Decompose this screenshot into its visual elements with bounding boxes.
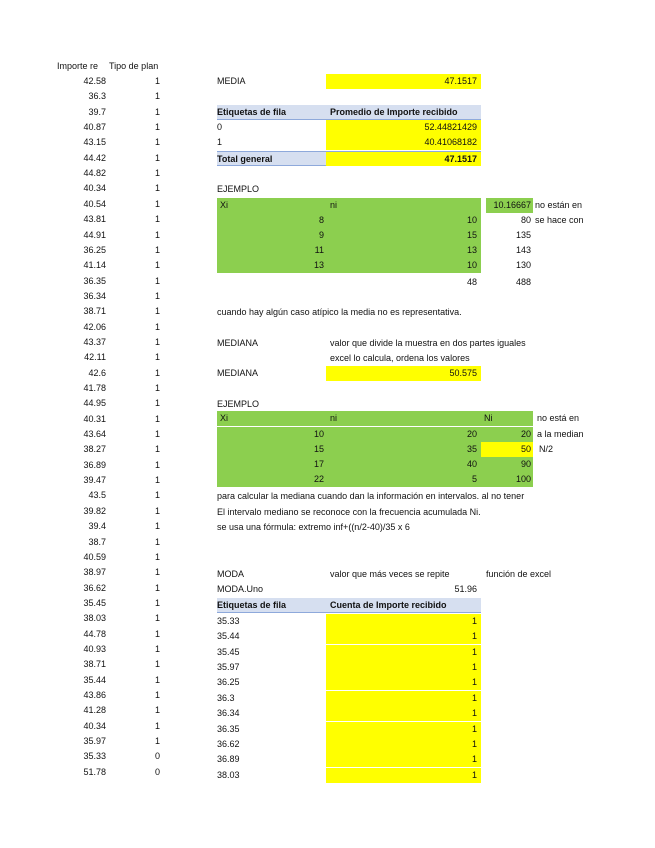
col-b-cell[interactable]: 1 bbox=[155, 490, 161, 501]
col-a-cell[interactable]: 39.82 bbox=[83, 505, 106, 516]
col-b-header[interactable]: Tipo de plan bbox=[109, 61, 159, 71]
media-value[interactable]: 47.1517 bbox=[326, 74, 481, 89]
col-a-cell[interactable]: 43.5 bbox=[88, 490, 106, 501]
col-a-cell[interactable]: 35.97 bbox=[83, 736, 106, 746]
ejemplo2-text2[interactable]: El intervalo mediano se reconoce con la frecuencia acumulada Ni. bbox=[217, 507, 481, 517]
col-b-cell[interactable]: 1 bbox=[155, 521, 161, 532]
col-a-cell[interactable]: 36.25 bbox=[83, 244, 106, 255]
col-b-cell[interactable]: 1 bbox=[155, 628, 161, 639]
ejemplo2-Ni[interactable]: 90 bbox=[481, 457, 533, 472]
pivot2-value-header[interactable]: Cuenta de Importe recibido bbox=[326, 598, 481, 613]
ejemplo1-prod[interactable]: 135 bbox=[515, 230, 531, 240]
col-b-cell[interactable]: 1 bbox=[155, 659, 161, 670]
ejemplo2-xi-header[interactable]: Xi bbox=[217, 411, 326, 426]
col-a-cell[interactable]: 38.03 bbox=[83, 613, 106, 624]
col-a-cell[interactable]: 41.14 bbox=[83, 260, 106, 271]
col-b-cell[interactable]: 1 bbox=[155, 260, 161, 271]
col-a-cell[interactable]: 39.47 bbox=[83, 475, 106, 486]
col-b-cell[interactable]: 1 bbox=[155, 91, 161, 102]
col-b-cell[interactable]: 1 bbox=[155, 736, 161, 746]
pivot1-row-header[interactable]: Etiquetas de fila bbox=[217, 105, 326, 120]
col-a-cell[interactable]: 38.71 bbox=[83, 659, 106, 670]
col-a-cell[interactable]: 35.33 bbox=[83, 751, 106, 762]
pivot2-row-label[interactable]: 36.25 bbox=[217, 677, 240, 688]
pivot2-row-value[interactable]: 1 bbox=[326, 629, 481, 644]
col-a-cell[interactable]: 43.81 bbox=[83, 214, 106, 225]
col-b-cell[interactable]: 1 bbox=[155, 643, 161, 654]
col-a-cell[interactable]: 40.34 bbox=[83, 183, 106, 194]
col-a-cell[interactable]: 42.11 bbox=[84, 352, 106, 363]
col-a-cell[interactable]: 44.78 bbox=[83, 628, 106, 639]
pivot1-row-value[interactable]: 52.44821429 bbox=[326, 120, 481, 135]
media-label[interactable]: MEDIA bbox=[217, 76, 246, 86]
col-b-cell[interactable]: 1 bbox=[155, 183, 161, 194]
pivot2-row-label[interactable]: 36.3 bbox=[217, 692, 235, 703]
ejemplo2-ni[interactable]: 20 bbox=[326, 427, 481, 442]
col-a-cell[interactable]: 36.3 bbox=[88, 91, 106, 102]
ejemplo1-xi[interactable]: 13 bbox=[217, 258, 326, 273]
ejemplo1-xi-header[interactable]: Xi bbox=[217, 198, 326, 213]
ejemplo2-Ni[interactable]: 50 bbox=[481, 442, 533, 457]
col-a-cell[interactable]: 42.06 bbox=[83, 321, 106, 332]
pivot2-row-label[interactable]: 35.33 bbox=[217, 616, 240, 626]
moda-desc2[interactable]: función de excel bbox=[486, 569, 552, 579]
pivot1-value-header[interactable]: Promedio de Importe recibido bbox=[326, 105, 481, 120]
col-a-cell[interactable]: 40.93 bbox=[83, 643, 106, 654]
ejemplo2-ni[interactable]: 40 bbox=[326, 457, 481, 472]
pivot2-row-value[interactable]: 1 bbox=[326, 660, 481, 675]
col-a-cell[interactable]: 43.15 bbox=[83, 137, 106, 148]
col-b-cell[interactable]: 1 bbox=[155, 168, 161, 179]
ejemplo1-remark[interactable]: cuando hay algún caso atípico la media no es representativa. bbox=[217, 307, 462, 317]
pivot1-total-value[interactable]: 47.1517 bbox=[326, 151, 481, 166]
pivot2-row-value[interactable]: 1 bbox=[326, 768, 481, 783]
pivot2-row-label[interactable]: 38.03 bbox=[217, 769, 240, 780]
pivot1-total-label[interactable]: Total general bbox=[217, 151, 326, 166]
pivot2-row-value[interactable]: 1 bbox=[326, 706, 481, 721]
ejemplo2-note1[interactable]: no está en bbox=[537, 413, 580, 423]
pivot2-row-label[interactable]: 35.44 bbox=[217, 631, 240, 642]
ejemplo2-ni-header[interactable]: ni bbox=[326, 411, 481, 426]
ejemplo2-xi[interactable]: 10 bbox=[217, 427, 326, 442]
col-b-cell[interactable]: 1 bbox=[155, 137, 161, 148]
ejemplo1-prod[interactable]: 143 bbox=[515, 245, 531, 255]
col-a-cell[interactable]: 44.82 bbox=[83, 168, 106, 179]
ejemplo1-xi[interactable]: 8 bbox=[217, 213, 326, 228]
mediana-desc1[interactable]: valor que divide la muestra en dos partes iguales bbox=[330, 338, 526, 348]
ejemplo2-note2[interactable]: a la median bbox=[537, 429, 584, 439]
col-a-cell[interactable]: 44.95 bbox=[83, 398, 106, 409]
col-b-cell[interactable]: 1 bbox=[155, 229, 161, 240]
ejemplo2-Ni-header[interactable]: Ni bbox=[481, 411, 533, 426]
col-b-cell[interactable]: 1 bbox=[155, 321, 161, 332]
pivot2-row-label[interactable]: 36.89 bbox=[217, 754, 240, 765]
ejemplo1-mean[interactable]: 10.16667 bbox=[486, 198, 533, 213]
col-b-cell[interactable]: 1 bbox=[155, 444, 161, 455]
ejemplo1-xi[interactable]: 9 bbox=[217, 228, 326, 243]
pivot2-row-value[interactable]: 1 bbox=[326, 614, 481, 629]
ejemplo1-ni-header[interactable]: ni bbox=[326, 198, 481, 213]
moda-label[interactable]: MODA bbox=[217, 569, 244, 579]
pivot1-row-label[interactable]: 1 bbox=[217, 137, 223, 147]
pivot1-row-label[interactable]: 0 bbox=[217, 122, 223, 132]
ejemplo1-ni[interactable]: 15 bbox=[326, 228, 481, 243]
col-a-cell[interactable]: 40.31 bbox=[83, 413, 106, 424]
col-a-cell[interactable]: 40.54 bbox=[83, 198, 106, 209]
ejemplo1-note2[interactable]: se hace con bbox=[535, 215, 584, 225]
col-b-cell[interactable]: 1 bbox=[155, 674, 161, 685]
col-b-cell[interactable]: 1 bbox=[155, 106, 161, 117]
col-a-cell[interactable]: 40.59 bbox=[83, 551, 106, 562]
col-a-cell[interactable]: 36.89 bbox=[83, 459, 106, 470]
pivot2-row-value[interactable]: 1 bbox=[326, 675, 481, 690]
ejemplo2-Ni[interactable]: 20 bbox=[481, 427, 533, 442]
pivot2-row-label[interactable]: 36.34 bbox=[217, 708, 240, 719]
col-a-cell[interactable]: 44.42 bbox=[83, 152, 106, 163]
pivot2-row-value[interactable]: 1 bbox=[326, 722, 481, 737]
pivot1-row-value[interactable]: 40.41068182 bbox=[326, 135, 481, 150]
col-b-cell[interactable]: 1 bbox=[155, 244, 161, 255]
ejemplo2-title[interactable]: EJEMPLO bbox=[217, 399, 260, 409]
ejemplo2-text3[interactable]: se usa una fórmula: extremo inf+((n/2-40)/35 x 6 bbox=[217, 522, 410, 532]
col-b-cell[interactable]: 1 bbox=[155, 306, 161, 317]
col-a-cell[interactable]: 38.27 bbox=[83, 444, 106, 455]
mediana-label2[interactable]: MEDIANA bbox=[217, 368, 259, 378]
col-b-cell[interactable]: 1 bbox=[155, 290, 161, 301]
col-b-cell[interactable]: 1 bbox=[155, 705, 161, 716]
mediana-label[interactable]: MEDIANA bbox=[217, 338, 259, 348]
col-a-cell[interactable]: 43.64 bbox=[83, 429, 106, 440]
col-b-cell[interactable]: 1 bbox=[155, 413, 161, 424]
ejemplo1-note1[interactable]: no están en bbox=[535, 200, 583, 210]
col-a-cell[interactable]: 39.4 bbox=[88, 521, 106, 532]
col-b-cell[interactable]: 1 bbox=[155, 122, 161, 132]
col-a-cell[interactable]: 51.78 bbox=[83, 766, 106, 777]
pivot2-row-label[interactable]: 36.35 bbox=[217, 723, 240, 734]
ejemplo1-ni[interactable]: 10 bbox=[326, 213, 481, 228]
col-a-cell[interactable]: 40.87 bbox=[83, 122, 106, 132]
col-b-cell[interactable]: 1 bbox=[155, 475, 161, 486]
col-b-cell[interactable]: 1 bbox=[155, 429, 161, 440]
col-b-cell[interactable]: 1 bbox=[155, 76, 161, 86]
col-a-cell[interactable]: 36.62 bbox=[83, 582, 106, 593]
col-b-cell[interactable]: 1 bbox=[155, 459, 161, 470]
moda-func-label[interactable]: MODA.Uno bbox=[217, 584, 264, 594]
ejemplo2-xi[interactable]: 22 bbox=[217, 472, 326, 487]
mediana-value[interactable]: 50.575 bbox=[326, 366, 481, 381]
col-b-cell[interactable]: 1 bbox=[155, 383, 161, 393]
pivot2-row-value[interactable]: 1 bbox=[326, 752, 481, 767]
pivot2-row-label[interactable]: 36.62 bbox=[217, 738, 240, 749]
col-b-cell[interactable]: 0 bbox=[155, 766, 161, 777]
col-a-cell[interactable]: 35.45 bbox=[83, 597, 106, 608]
pivot2-row-value[interactable]: 1 bbox=[326, 691, 481, 706]
col-a-cell[interactable]: 39.7 bbox=[88, 106, 106, 117]
col-a-cell[interactable]: 36.34 bbox=[83, 290, 106, 301]
col-a-cell[interactable]: 43.86 bbox=[83, 690, 106, 700]
col-a-cell[interactable]: 35.44 bbox=[83, 674, 106, 685]
col-b-cell[interactable]: 0 bbox=[155, 751, 161, 762]
pivot2-row-value[interactable]: 1 bbox=[326, 737, 481, 752]
pivot2-row-label[interactable]: 35.45 bbox=[217, 646, 240, 657]
col-b-cell[interactable]: 1 bbox=[155, 613, 161, 624]
ejemplo1-sum-ni[interactable]: 48 bbox=[466, 277, 477, 287]
col-a-cell[interactable]: 42.58 bbox=[83, 76, 106, 86]
ejemplo1-ni[interactable]: 10 bbox=[326, 258, 481, 273]
col-b-cell[interactable]: 1 bbox=[155, 690, 161, 700]
col-b-cell[interactable]: 1 bbox=[155, 536, 161, 547]
moda-func-value[interactable]: 51.96 bbox=[454, 584, 477, 594]
col-a-cell[interactable]: 38.97 bbox=[83, 567, 106, 578]
col-b-cell[interactable]: 1 bbox=[155, 398, 161, 409]
ejemplo1-prod[interactable]: 130 bbox=[515, 260, 531, 270]
pivot2-row-value[interactable]: 1 bbox=[326, 645, 481, 660]
ejemplo1-prod[interactable]: 80 bbox=[520, 215, 531, 225]
ejemplo1-ni[interactable]: 13 bbox=[326, 243, 481, 258]
ejemplo1-title[interactable]: EJEMPLO bbox=[217, 184, 260, 194]
col-b-cell[interactable]: 1 bbox=[155, 582, 161, 593]
ejemplo2-text1[interactable]: para calcular la mediana cuando dan la información en intervalos. al no tener bbox=[217, 491, 525, 501]
col-b-cell[interactable]: 1 bbox=[155, 352, 161, 363]
col-b-cell[interactable]: 1 bbox=[155, 336, 161, 347]
ejemplo2-xi[interactable]: 17 bbox=[217, 457, 326, 472]
pivot2-row-header[interactable]: Etiquetas de fila bbox=[217, 598, 326, 613]
ejemplo2-ni[interactable]: 5 bbox=[326, 472, 481, 487]
col-a-cell[interactable]: 41.28 bbox=[83, 705, 106, 716]
col-a-cell[interactable]: 41.78 bbox=[83, 383, 106, 393]
mediana-desc2[interactable]: excel lo calcula, ordena los valores bbox=[330, 353, 470, 363]
ejemplo2-xi[interactable]: 15 bbox=[217, 442, 326, 457]
ejemplo2-ni[interactable]: 35 bbox=[326, 442, 481, 457]
col-a-cell[interactable]: 40.34 bbox=[83, 720, 106, 731]
moda-desc[interactable]: valor que más veces se repite bbox=[330, 569, 450, 579]
col-a-cell[interactable]: 38.71 bbox=[83, 306, 106, 317]
col-a-header[interactable]: Importe re bbox=[57, 61, 99, 71]
col-b-cell[interactable]: 1 bbox=[155, 597, 161, 608]
col-b-cell[interactable]: 1 bbox=[155, 567, 161, 578]
col-b-cell[interactable]: 1 bbox=[155, 214, 161, 225]
col-b-cell[interactable]: 1 bbox=[155, 367, 161, 378]
ejemplo1-sum-prod[interactable]: 488 bbox=[515, 277, 531, 287]
col-a-cell[interactable]: 38.7 bbox=[88, 536, 106, 547]
col-b-cell[interactable]: 1 bbox=[155, 551, 161, 562]
col-a-cell[interactable]: 44.91 bbox=[83, 229, 106, 240]
col-a-cell[interactable]: 36.35 bbox=[83, 275, 106, 286]
pivot2-row-label[interactable]: 35.97 bbox=[217, 662, 240, 672]
col-b-cell[interactable]: 1 bbox=[155, 198, 161, 209]
col-b-cell[interactable]: 1 bbox=[155, 720, 161, 731]
col-b-cell[interactable]: 1 bbox=[155, 275, 161, 286]
col-a-cell[interactable]: 42.6 bbox=[88, 367, 106, 378]
col-b-cell[interactable]: 1 bbox=[155, 505, 161, 516]
col-b-cell[interactable]: 1 bbox=[155, 152, 161, 163]
ejemplo2-Ni[interactable]: 100 bbox=[481, 472, 533, 487]
ejemplo2-note3[interactable]: N/2 bbox=[539, 444, 554, 454]
ejemplo1-xi[interactable]: 11 bbox=[217, 243, 326, 258]
col-a-cell[interactable]: 43.37 bbox=[83, 336, 106, 347]
